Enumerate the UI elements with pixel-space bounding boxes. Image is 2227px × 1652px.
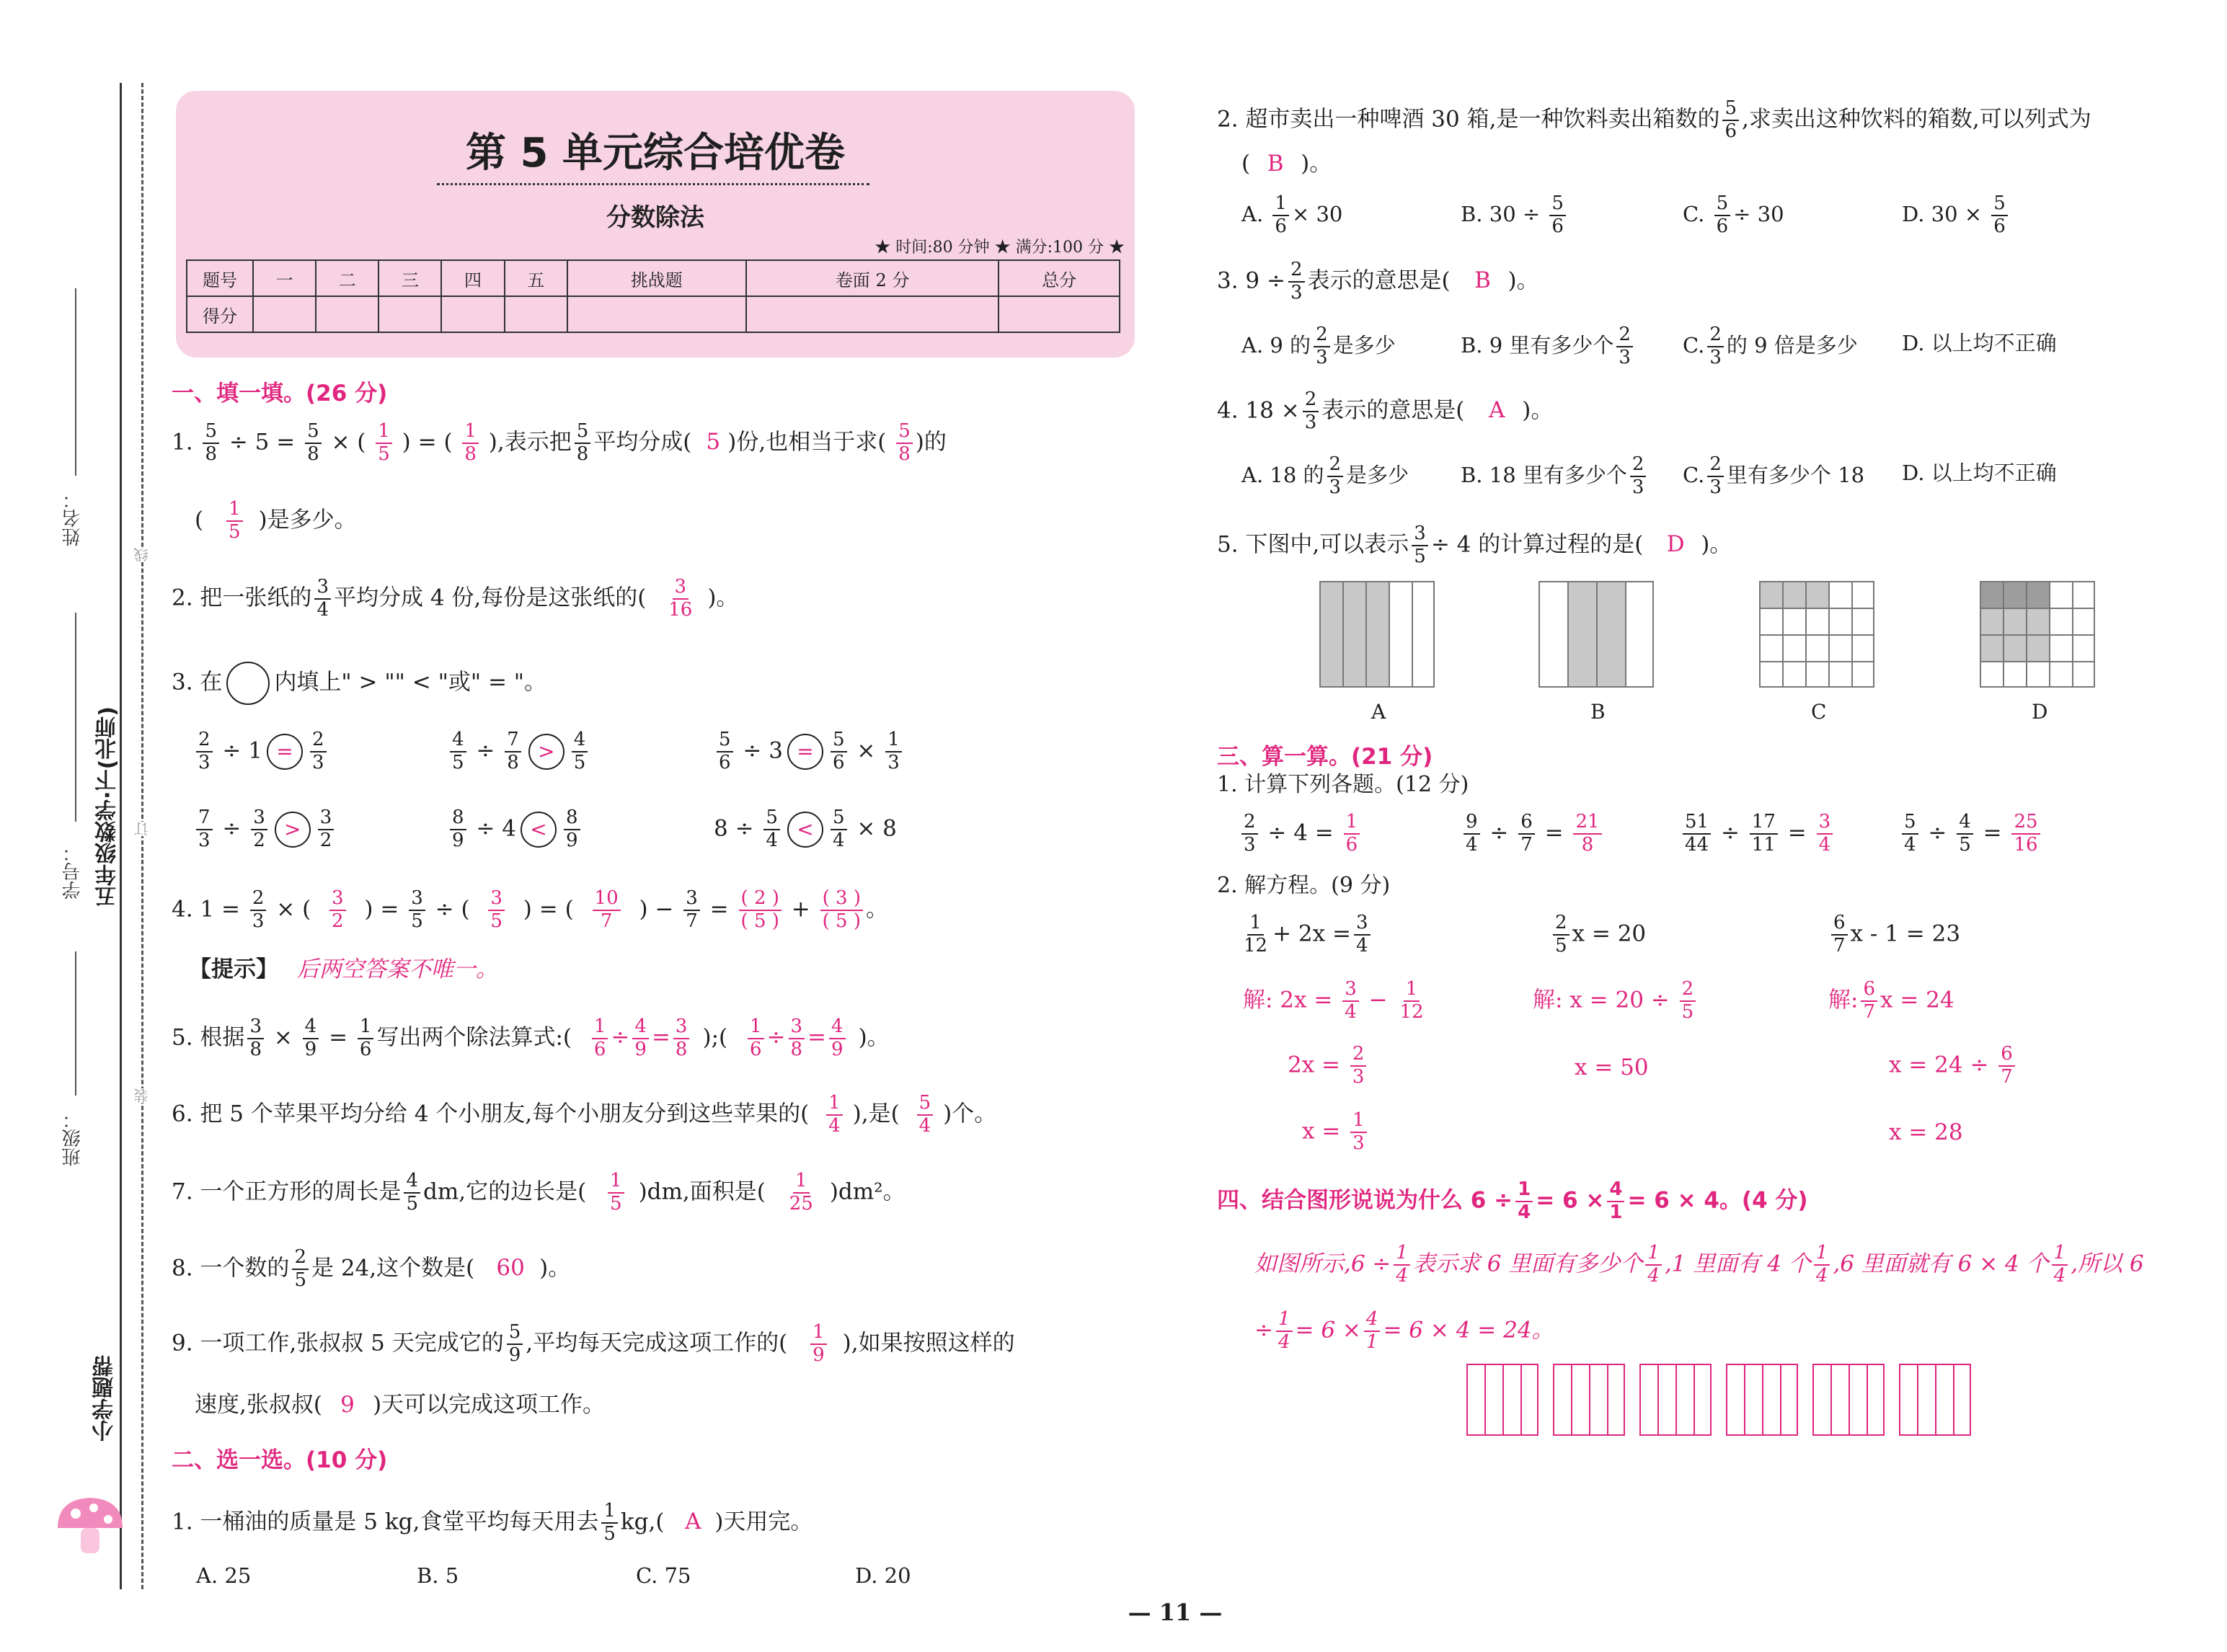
equation-2: $\frac{2}{5}$ x = 20 [1550, 912, 1646, 957]
page-title: 第 5 单元综合培优卷 [466, 130, 845, 177]
figure-c[interactable] [1759, 581, 1874, 688]
question-1-4: 4. 1 = $\frac{2}{3}$ × ( $\frac{3}{2}$ ) = $\frac{3}{5}$ ÷ ( $\frac{3}{5}$ ) = ( $\frac{10}{7}$ ) − $\frac{3}{7}$ = $\frac{( 2 )}{( 5 )}$ + $\frac{( 3 )}{( 5 )}$ 。 [172, 887, 888, 932]
question-1-6: 6. 把 5 个苹果平均分给 4 个小朋友,每个小朋友分到这些苹果的( $\frac{1}{4}$ ),是( $\frac{5}{4}$ )个。 [172, 1092, 997, 1137]
score-cell[interactable] [567, 296, 746, 332]
q2-4-option-b[interactable]: B. 18 里有多少个 $\frac{2}{3}$ [1461, 454, 1649, 499]
q2-4-option-d[interactable]: D. 以上均不正确 [1902, 461, 2057, 485]
name-label: 姓名： [62, 490, 84, 546]
quarter-box-3 [1639, 1364, 1712, 1436]
option-d[interactable]: D. 20 [855, 1563, 911, 1588]
figure-label-c: C [1811, 700, 1827, 724]
score-header-cell: 一 [253, 260, 316, 296]
equation-1-step-2: 2x = $\frac{2}{3}$ [1288, 1044, 1369, 1088]
equation-3-step-2: x = 24 ÷ $\frac{6}{7}$ [1889, 1044, 2018, 1088]
question-2-1: 1. 一桶油的质量是 5 kg,食堂平均每天用去 $\frac{1}{5}$ kg,( A )天用完。 [172, 1500, 813, 1545]
calc-1: $\frac{2}{3}$ ÷ 4 = $\frac{1}{6}$ [1239, 812, 1363, 856]
score-cell[interactable] [999, 296, 1120, 332]
calc-3: $\frac{51}{44}$ ÷ $\frac{17}{11}$ = $\frac{3}{4}$ [1680, 812, 1836, 856]
question-1-2: 2. 把一张纸的 $\frac{3}{4}$ 平均分成 4 份,每份是这张纸的( $\frac{3}{16}$ )。 [172, 576, 739, 621]
question-1-5: 5. 根据 $\frac{3}{8}$ × $\frac{4}{9}$ = $\frac{1}{6}$ 写出两个除法算式:( $\frac{1}{6}$ ÷ $\frac{4}{9}$ = $\frac{3}{8}$ );( $\frac{1}{6}$ ÷ $\frac{3}{8}$ = $\frac{4}{9}$ )。 [172, 1016, 890, 1060]
score-header-cell: 二 [316, 260, 378, 296]
calc-4: $\frac{5}{4}$ ÷ $\frac{4}{5}$ = $\frac{25}{16}$ [1899, 812, 2043, 856]
option-c[interactable]: C. 75 [636, 1563, 691, 1588]
q2-2-option-a[interactable]: A. $\frac{1}{6}$ × 30 [1241, 192, 1343, 237]
q2-4-option-c[interactable]: C. $\frac{2}{3}$ 里有多少个 18 [1683, 453, 1865, 498]
option-b[interactable]: B. 5 [417, 1563, 459, 1588]
equation-3-step-3: x = 28 [1889, 1119, 1963, 1145]
compare-4: $\frac{7}{3}$ ÷ $\frac{3}{2}$ > $\frac{3}{2}$ [193, 807, 337, 852]
section-4-title: 四、结合图形说说为什么 6 ÷ $\frac{1}{4}$ = 6 × $\frac{4}{1}$ = 6 × 4。(4 分) [1217, 1178, 1808, 1223]
equation-2-step-1: 解: x = 20 ÷ $\frac{2}{5}$ [1533, 979, 1699, 1023]
class-underline [75, 951, 76, 1096]
question-1-9: 9. 一项工作,张叔叔 5 天完成它的 $\frac{5}{9}$ ,平均每天完成这项工作的( $\frac{1}{9}$ ),如果按照这样的 [172, 1321, 1015, 1366]
compare-1: $\frac{2}{3}$ ÷ 1 = $\frac{2}{3}$ [193, 729, 329, 774]
blank-circle-icon [226, 662, 270, 705]
equation-1-step-3: x = $\frac{1}{3}$ [1302, 1110, 1370, 1155]
score-header-cell: 挑战题 [567, 260, 746, 296]
page-subtitle: 分数除法 [606, 203, 704, 232]
q2-3-option-c[interactable]: C. $\frac{2}{3}$ 的 9 倍是多少 [1683, 324, 1858, 368]
question-1-9-cont: 速度,张叔叔( 9 )天可以完成这项工作。 [195, 1392, 606, 1418]
question-2-4: 4. 18 × $\frac{2}{3}$ 表示的意思是( A )。 [1217, 388, 1554, 433]
figure-label-b: B [1590, 700, 1606, 724]
cut-mark-3: 装 [131, 1088, 152, 1103]
calc-heading: 1. 计算下列各题。(12 分) [1217, 772, 1469, 797]
q2-3-option-d[interactable]: D. 以上均不正确 [1902, 331, 2057, 355]
quarter-box-6 [1899, 1364, 1971, 1436]
question-1-7: 7. 一个正方形的周长是 $\frac{4}{5}$ dm,它的边长是( $\frac{1}{5}$ )dm,面积是( $\frac{1}{25}$ )dm²。 [172, 1170, 906, 1214]
q2-3-option-a[interactable]: A. 9 的 $\frac{2}{3}$ 是多少 [1241, 324, 1396, 368]
score-cell[interactable] [746, 296, 999, 332]
score-cell[interactable] [441, 296, 504, 332]
score-header-cell: 卷面 2 分 [746, 260, 999, 296]
figure-d[interactable] [1980, 581, 2095, 688]
section-4-answer-line-1: 如图所示,6 ÷ $\frac{1}{4}$ 表示求 6 里面有多少个 $\frac{1}{4}$ ,1 里面有 4 个 $\frac{1}{4}$ ,6 里面就有 6 × 4 个 $\frac{1}{4}$ ,所以 6 [1254, 1242, 2144, 1287]
class-label: 班级： [62, 1110, 84, 1166]
calc-2: $\frac{9}{4}$ ÷ $\frac{6}{7}$ = $\frac{21}{8}$ [1461, 812, 1605, 856]
quarter-box-1 [1466, 1364, 1538, 1436]
option-a[interactable]: A. 25 [196, 1563, 252, 1588]
quarter-box-2 [1553, 1364, 1625, 1436]
section-4-answer-line-2: ÷ $\frac{1}{4}$ = 6 × $\frac{4}{1}$ = 6 × 4 = 24。 [1254, 1308, 1554, 1353]
score-cell[interactable] [378, 296, 441, 332]
question-2-2: 2. 超市卖出一种啤酒 30 箱,是一种饮料卖出箱数的 $\frac{5}{6}$ ,求卖出这种饮料的箱数,可以列式为 [1217, 97, 2091, 142]
compare-6: 8 ÷ $\frac{5}{4}$ < $\frac{5}{4}$ × 8 [714, 807, 897, 851]
title-dotted-rule [437, 183, 869, 185]
q2-3-option-b[interactable]: B. 9 里有多少个 $\frac{2}{3}$ [1461, 324, 1636, 369]
section-2-title: 二、选一选。(10 分) [172, 1447, 388, 1473]
book-label: 五年级数学·下(北师) [95, 706, 120, 907]
compare-3: $\frac{5}{6}$ ÷ 3 = $\frac{5}{6}$ × $\frac{1}{3}$ [714, 729, 905, 774]
question-2-3: 3. 9 ÷ $\frac{2}{3}$ 表示的意思是( B )。 [1217, 259, 1539, 303]
page-number: — 11 — [1128, 1599, 1223, 1626]
score-header-cell: 总分 [999, 260, 1120, 296]
score-header-cell: 题号 [187, 260, 253, 296]
compare-5: $\frac{8}{9}$ ÷ 4 < $\frac{8}{9}$ [447, 807, 583, 852]
figure-a[interactable] [1319, 581, 1435, 688]
section-1-title: 一、填一填。(26 分) [172, 381, 388, 407]
figure-label-a: A [1371, 700, 1386, 724]
quarter-box-4 [1726, 1364, 1798, 1436]
score-row-label: 得分 [187, 296, 253, 332]
name-underline [75, 288, 76, 476]
question-2-2-cont: ( B )。 [1241, 151, 1332, 177]
score-table [186, 259, 1120, 333]
figure-label-d: D [2032, 700, 2048, 724]
q2-4-option-a[interactable]: A. 18 的 $\frac{2}{3}$ 是多少 [1241, 453, 1409, 498]
equation-1-step-1: 解: 2x = $\frac{3}{4}$ − $\frac{1}{12}$ [1243, 978, 1424, 1023]
question-2-5: 5. 下图中,可以表示 $\frac{3}{5}$ ÷ 4 的计算过程的是( D )。 [1217, 523, 1732, 567]
score-cell[interactable] [316, 296, 378, 332]
question-1-8: 8. 一个数的 $\frac{2}{5}$ 是 24,这个数是( 60 )。 [172, 1246, 571, 1291]
id-underline [75, 613, 76, 822]
hint: 【提示】 后两空答案不唯一。 [189, 956, 498, 982]
sidebar-dashed-line [141, 83, 143, 1589]
q2-2-option-c[interactable]: C. $\frac{5}{6}$ ÷ 30 [1683, 192, 1784, 237]
cut-mark-2: 订 [131, 822, 152, 836]
quarter-box-5 [1812, 1364, 1885, 1436]
score-cell[interactable] [253, 296, 316, 332]
student-id-label: 学号： [62, 843, 84, 900]
score-header-cell: 四 [441, 260, 504, 296]
equation-3: $\frac{6}{7}$ x - 1 = 23 [1828, 912, 1960, 957]
score-header-cell: 三 [378, 260, 441, 296]
equation-heading: 2. 解方程。(9 分) [1217, 873, 1391, 898]
section-3-title: 三、算一算。(21 分) [1217, 744, 1433, 770]
equation-2-step-2: x = 50 [1575, 1054, 1649, 1080]
question-1-3: 3. 在 内填上" > "" < "或" = "。 [172, 662, 546, 705]
question-1-1: 1. $\frac{5}{8}$ ÷ 5 = $\frac{5}{8}$ × ( $\frac{1}{5}$ ) = ( $\frac{1}{8}$ ),表示把 $\frac{5}{8}$ 平均分成( 5 )份,也相当于求( $\frac{5}{8}$ )的 [172, 420, 947, 465]
equation-3-step-1: 解: $\frac{6}{7}$ x = 24 [1828, 978, 1954, 1023]
brand-label: 小学题帮 [92, 1355, 118, 1442]
q2-2-option-d[interactable]: D. 30 × $\frac{5}{6}$ [1902, 193, 2011, 238]
equation-1: $\frac{1}{12}$ + 2x = $\frac{3}{4}$ [1239, 912, 1373, 957]
score-header-cell: 五 [505, 260, 567, 296]
cut-mark-1: 线 [131, 548, 152, 562]
exam-meta: ★ 时间:80 分钟 ★ 满分:100 分 ★ [875, 239, 1125, 257]
compare-2: $\frac{4}{5}$ ÷ $\frac{7}{8}$ > $\frac{4}{5}$ [447, 729, 590, 774]
score-cell[interactable] [505, 296, 567, 332]
q2-2-option-b[interactable]: B. 30 ÷ $\frac{5}{6}$ [1461, 193, 1569, 238]
mushroom-logo [50, 1485, 130, 1564]
figure-b[interactable] [1538, 581, 1654, 688]
question-1-1-cont: ( $\frac{1}{5}$ )是多少。 [195, 498, 357, 543]
